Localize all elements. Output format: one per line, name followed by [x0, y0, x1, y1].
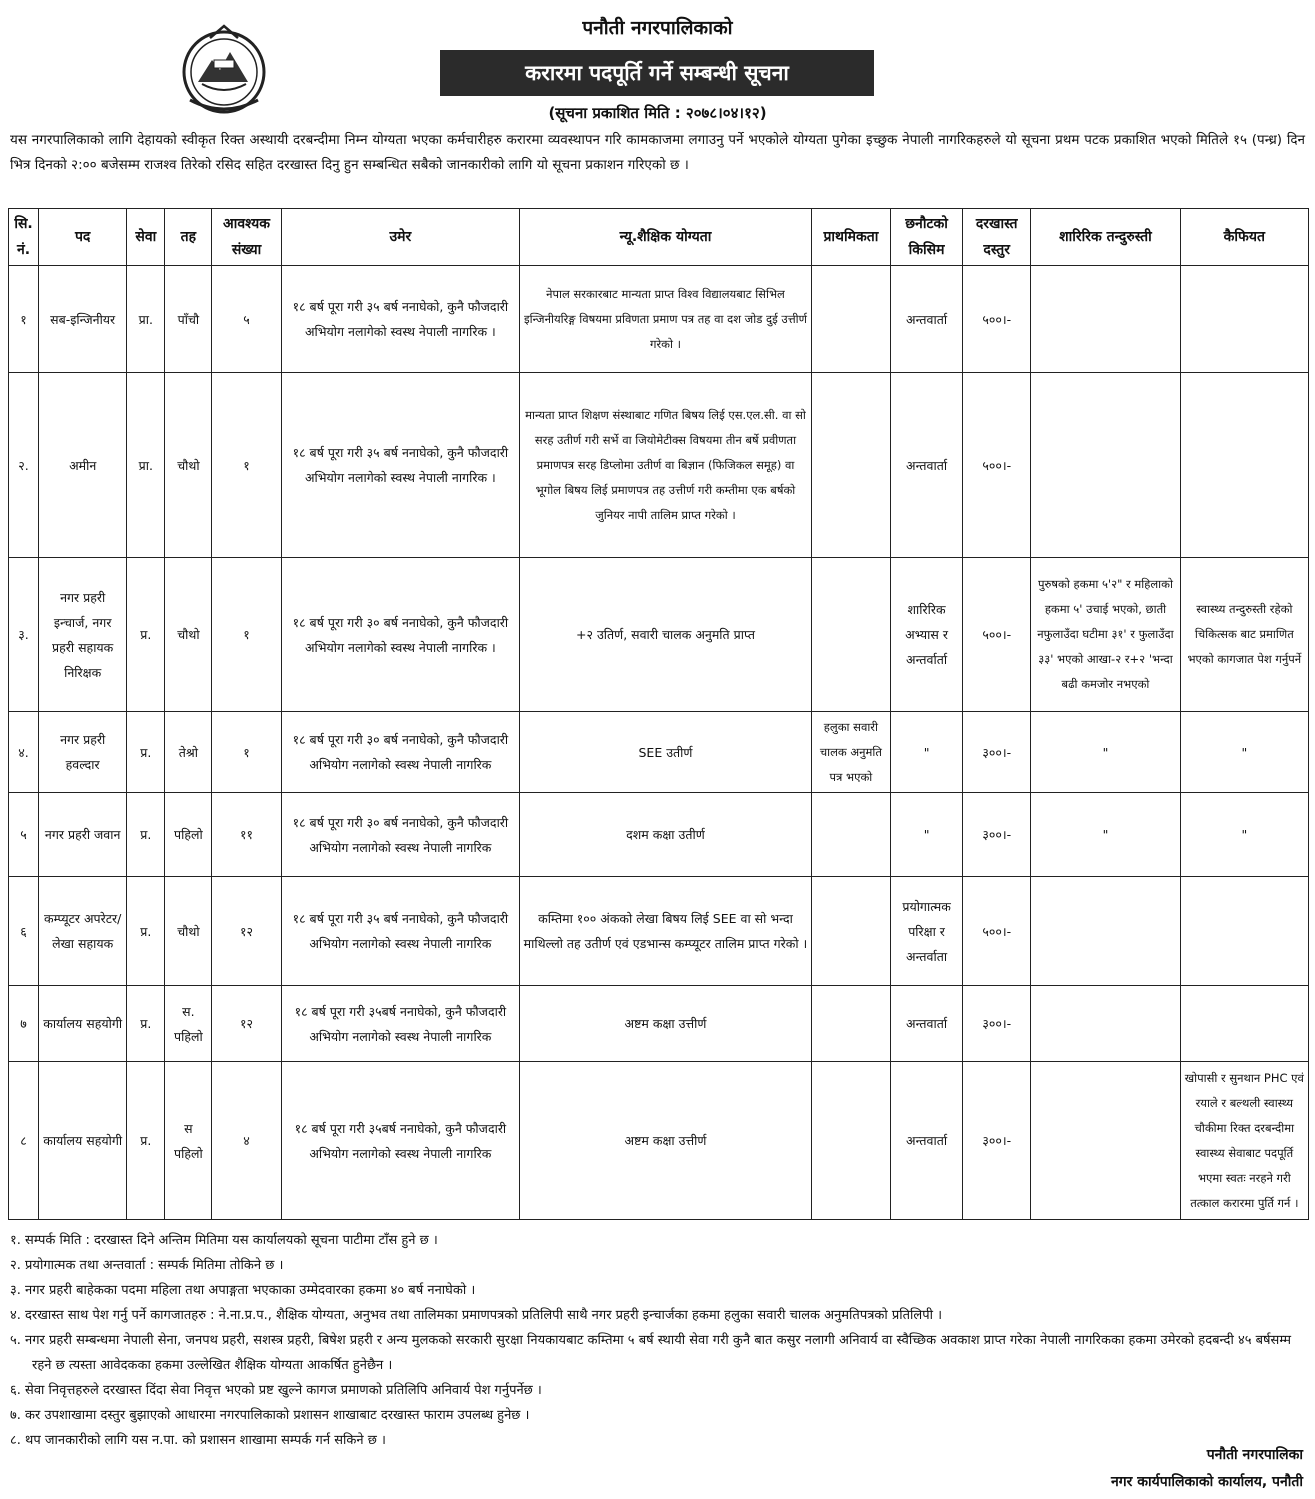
- cell-fee: ५००।-: [963, 373, 1031, 558]
- note-item: ७. कर उपशाखामा दस्तुर बुझाएको आधारमा नगरपालिकाको प्रशासन शाखाबाट दरखास्त फाराम उपलब्ध हुनेछ ।: [10, 1408, 530, 1423]
- cell-fee: ५००।-: [963, 558, 1031, 712]
- cell-fee: ३००।-: [963, 986, 1031, 1062]
- cell-selection: अन्तवार्ता: [890, 373, 962, 558]
- cell-fee: ५००।-: [963, 877, 1031, 986]
- cell-post: कार्यालय सहयोगी: [39, 1062, 127, 1220]
- issuer-name: पनौती नगरपालिका: [1206, 1447, 1303, 1463]
- header-level: तह: [165, 209, 212, 266]
- header-fitness: शारिरिक तन्दुरुस्ती: [1031, 209, 1180, 266]
- cell-qualification: SEE उतीर्ण: [520, 712, 812, 793]
- cell-age: १८ बर्ष पूरा गरी ३५ बर्ष ननाघेको, कुनै फौजदारी अभियोग नलागेको स्वस्थ नेपाली नागरिक ।: [281, 266, 520, 373]
- cell-qualification: अष्टम कक्षा उत्तीर्ण: [520, 986, 812, 1062]
- header-remarks: कैफियत: [1180, 209, 1308, 266]
- cell-selection: शारिरिक अभ्यास र अन्तर्वार्ता: [890, 558, 962, 712]
- cell-priority: [811, 373, 890, 558]
- cell-age: १८ बर्ष पूरा गरी ३० बर्ष ननाघेको, कुनै फौजदारी अभियोग नलागेको स्वस्थ नेपाली नागरिक: [281, 793, 520, 877]
- note-item: ६. सेवा निवृत्तहरुले दरखास्त दिंदा सेवा निवृत्त भएको प्रष्ट खुल्ने कागज प्रमाणको प्रतिलिपि अनिवार्य पेश गर्नुपर्नेछ ।: [10, 1383, 542, 1398]
- cell-post: नगर प्रहरी जवान: [39, 793, 127, 877]
- cell-service: प्र.: [127, 986, 165, 1062]
- cell-post: अमीन: [39, 373, 127, 558]
- cell-fitness: [1031, 877, 1180, 986]
- table-header-row: [9, 209, 1309, 266]
- table-row: [9, 558, 1309, 712]
- cell-remarks: [1180, 986, 1308, 1062]
- cell-priority: [811, 986, 890, 1062]
- cell-priority: [811, 1062, 890, 1220]
- cell-count: ११: [212, 793, 281, 877]
- cell-priority: [811, 266, 890, 373]
- cell-remarks: खोपासी र सुनथान PHC एवं रयाले र बल्थली स्वास्थ्य चौकीमा रिक्त दरबन्दीमा स्वास्थ्य सेवाबाट पदपूर्ति भएमा स्वतः नरहने गरी तत्काल करारमा पुर्ति गर्न ।: [1180, 1062, 1308, 1220]
- issuer-signature-block: [1111, 1442, 1303, 1496]
- cell-age: १८ बर्ष पूरा गरी ३५ बर्ष ननाघेको, कुनै फौजदारी अभियोग नलागेको स्वस्थ नेपाली नागरिक: [281, 877, 520, 986]
- cell-count: १: [212, 373, 281, 558]
- cell-qualification: +२ उतिर्ण, सवारी चालक अनुमति प्राप्त: [520, 558, 812, 712]
- cell-age: १८ बर्ष पूरा गरी ३५ बर्ष ननाघेको, कुनै फौजदारी अभियोग नलागेको स्वस्थ नेपाली नागरिक ।: [281, 373, 520, 558]
- cell-remarks: ": [1180, 793, 1308, 877]
- cell-fitness: [1031, 373, 1180, 558]
- cell-level: तेश्रो: [165, 712, 212, 793]
- cell-remarks: [1180, 266, 1308, 373]
- cell-priority: [811, 877, 890, 986]
- cell-fitness: पुरुषको हकमा ५'२" र महिलाको हकमा ५' उचाई भएको, छाती नफुलाउँदा घटीमा ३१' र फुलाउँदा ३३' भएको आखा-२ र+२ 'भन्दा बढी कमजोर नभएको: [1031, 558, 1180, 712]
- header-fee: दरखास्त दस्तुर: [963, 209, 1031, 266]
- note-item: ४. दरखास्त साथ पेश गर्नु पर्ने कागजातहरु : ने.ना.प्र.प., शैक्षिक योग्यता, अनुभव तथा तालिमका प्रमाणपत्रको प्रतिलिपी साथै नगर प्रहरी इन्चार्जका हकमा हलुका सवारी चालक अनुमतिपत्रको प्रतिलिपी ।: [10, 1308, 943, 1323]
- cell-selection: प्रयोगात्मक परिक्षा र अन्तर्वाता: [890, 877, 962, 986]
- notice-title: करारमा पदपूर्ति गर्ने सम्बन्धी सूचना: [440, 50, 874, 96]
- cell-remarks: ": [1180, 712, 1308, 793]
- cell-post: कार्यालय सहयोगी: [39, 986, 127, 1062]
- cell-fitness: [1031, 986, 1180, 1062]
- cell-qualification: अष्टम कक्षा उत्तीर्ण: [520, 1062, 812, 1220]
- note-item: १. सम्पर्क मिति : दरखास्त दिने अन्तिम मितिमा यस कार्यालयको सूचना पाटीमा टाँस हुने छ ।: [10, 1233, 438, 1248]
- cell-service: प्रा.: [127, 266, 165, 373]
- table-row: [9, 712, 1309, 793]
- cell-service: प्र.: [127, 877, 165, 986]
- cell-sn: ३.: [9, 558, 39, 712]
- cell-selection: अन्तवार्ता: [890, 266, 962, 373]
- cell-remarks: स्वास्थ्य तन्दुरुस्ती रहेको चिकित्सक बाट प्रमाणित भएको कागजात पेश गर्नुपर्ने: [1180, 558, 1308, 712]
- note-item: ३. नगर प्रहरी बाहेकका पदमा महिला तथा अपाङ्गता भएकाका उम्मेदवारका हकमा ४० बर्ष ननाघेको ।: [10, 1283, 476, 1298]
- cell-age: १८ बर्ष पूरा गरी ३५बर्ष ननाघेको, कुनै फौजदारी अभियोग नलागेको स्वस्थ नेपाली नागरिक: [281, 1062, 520, 1220]
- cell-count: १२: [212, 877, 281, 986]
- note-item: ५. नगर प्रहरी सम्बन्धमा नेपाली सेना, जनपथ प्रहरी, सशस्त्र प्रहरी, बिषेश प्रहरी र अन्य मुलकको सरकारी सुरक्षा नियकायबाट कम्तिमा ५ बर्ष स्थायी सेवा गरी कुनै बात कसुर नलागी अनिवार्य वा स्वैच्छिक अवकाश प्राप्त गरेका नेपाली नागरिकका हकमा उमेरको हदबन्दी ४५ बर्षसम्म रहने छ त्यस्ता आवेदकका हकमा उल्लेखित शैक्षिक योग्यता आकर्षित हुनेछैन ।: [10, 1333, 1291, 1373]
- header-selection: छनौटको किसिम: [890, 209, 962, 266]
- table-row: [9, 793, 1309, 877]
- header-post: पद: [39, 209, 127, 266]
- cell-level: पहिलो: [165, 793, 212, 877]
- cell-service: प्र.: [127, 1062, 165, 1220]
- table-row: [9, 1062, 1309, 1220]
- cell-service: प्र.: [127, 558, 165, 712]
- cell-fitness: [1031, 1062, 1180, 1220]
- cell-fitness: ": [1031, 793, 1180, 877]
- notice-header: [0, 0, 1315, 125]
- cell-post: सब-इन्जिनीयर: [39, 266, 127, 373]
- cell-age: १८ बर्ष पूरा गरी ३० बर्ष ननाघेको, कुनै फौजदारी अभियोग नलागेको स्वस्थ नेपाली नागरिक ।: [281, 558, 520, 712]
- cell-age: १८ बर्ष पूरा गरी ३५बर्ष ननाघेको, कुनै फौजदारी अभियोग नलागेको स्वस्थ नेपाली नागरिक: [281, 986, 520, 1062]
- cell-fee: ३००।-: [963, 712, 1031, 793]
- cell-post: कम्प्यूटर अपरेटर/ लेखा सहायक: [39, 877, 127, 986]
- header-age: उमेर: [281, 209, 520, 266]
- cell-qualification: दशम कक्षा उतीर्ण: [520, 793, 812, 877]
- header-sn: सि. नं.: [9, 209, 39, 266]
- cell-level: चौथो: [165, 373, 212, 558]
- cell-level: चौथो: [165, 558, 212, 712]
- cell-count: ५: [212, 266, 281, 373]
- cell-service: प्र.: [127, 793, 165, 877]
- cell-selection: ": [890, 712, 962, 793]
- cell-selection: ": [890, 793, 962, 877]
- cell-sn: १: [9, 266, 39, 373]
- cell-level: स पहिलो: [165, 1062, 212, 1220]
- cell-sn: ४.: [9, 712, 39, 793]
- header-priority: प्राथमिकता: [811, 209, 890, 266]
- cell-sn: २.: [9, 373, 39, 558]
- header-qualification: न्यू.शैक्षिक योग्यता: [520, 209, 812, 266]
- issuer-office: नगर कार्यपालिकाको कार्यालय, पनौती: [1111, 1474, 1303, 1490]
- table-row: [9, 373, 1309, 558]
- table-row: [9, 877, 1309, 986]
- cell-priority: [811, 558, 890, 712]
- cell-age: १८ बर्ष पूरा गरी ३० बर्ष ननाघेको, कुनै फौजदारी अभियोग नलागेको स्वस्थ नेपाली नागरिक: [281, 712, 520, 793]
- cell-count: १: [212, 712, 281, 793]
- cell-fee: ३००।-: [963, 793, 1031, 877]
- cell-selection: अन्तवार्ता: [890, 1062, 962, 1220]
- cell-level: पाँचौ: [165, 266, 212, 373]
- note-item: २. प्रयोगात्मक तथा अन्तवार्ता : सम्पर्क मितिमा तोकिने छ ।: [10, 1258, 284, 1273]
- cell-selection: अन्तवार्ता: [890, 986, 962, 1062]
- cell-sn: ६: [9, 877, 39, 986]
- cell-remarks: [1180, 877, 1308, 986]
- cell-fee: ५००।-: [963, 266, 1031, 373]
- cell-remarks: [1180, 373, 1308, 558]
- cell-qualification: नेपाल सरकारबाट मान्यता प्राप्त विश्व विद्यालयबाट सिभिल इन्जिनीयरिङ्ग विषयमा प्रविणता प्रमाण पत्र तह वा दश जोड दुई उत्तीर्ण गरेको ।: [520, 266, 812, 373]
- cell-fee: ३००।-: [963, 1062, 1031, 1220]
- intro-paragraph: यस नगरपालिकाको लागि देहायको स्वीकृत रिक्त अस्थायी दरबन्दीमा निम्न योग्यता भएका कर्मचारीहरु करारमा व्यवस्थापन गरि कामकाजमा लगाउनु पर्ने भएकोले योग्यता पुगेका इच्छुक नेपाली नागरिकहरुले यो सूचना प्रथम पटक प्रकाशित भएको मितिले १५ (पन्ध्र) दिन भित्र दिनको २:०० बजेसम्म राजश्व तिरेको रसिद सहित दरखास्त दिनु हुन सम्बन्धित सबैको जानकारीको लागि यो सूचना प्रकाशन गरिएको छ ।: [10, 132, 1305, 173]
- cell-priority: हलुका सवारी चालक अनुमति पत्र भएको: [811, 712, 890, 793]
- cell-post: नगर प्रहरी इन्चार्ज, नगर प्रहरी सहायक निरिक्षक: [39, 558, 127, 712]
- cell-level: स. पहिलो: [165, 986, 212, 1062]
- note-item: ८. थप जानकारीको लागि यस न.पा. को प्रशासन शाखामा सम्पर्क गर्न सकिने छ ।: [10, 1433, 386, 1448]
- cell-count: १२: [212, 986, 281, 1062]
- cell-sn: ५: [9, 793, 39, 877]
- cell-post: नगर प्रहरी हवल्दार: [39, 712, 127, 793]
- cell-fitness: [1031, 266, 1180, 373]
- cell-service: प्र.: [127, 712, 165, 793]
- org-name: पनौती नगरपालिकाको: [582, 17, 733, 39]
- header-count: आवश्यक संख्या: [212, 209, 281, 266]
- cell-fitness: ": [1031, 712, 1180, 793]
- publish-date: (सूचना प्रकाशित मिति : २०७८।०४।१२): [548, 104, 767, 122]
- cell-service: प्रा.: [127, 373, 165, 558]
- cell-qualification: कम्तिमा १०० अंकको लेखा बिषय लिई SEE वा सो भन्दा माथिल्लो तह उतीर्ण एवं एडभान्स कम्प्यूटर तालिम प्राप्त गरेको ।: [520, 877, 812, 986]
- table-row: [9, 986, 1309, 1062]
- cell-level: चौथो: [165, 877, 212, 986]
- notes-list: [10, 1228, 1310, 1453]
- cell-sn: ८: [9, 1062, 39, 1220]
- cell-count: १: [212, 558, 281, 712]
- cell-count: ४: [212, 1062, 281, 1220]
- cell-qualification: मान्यता प्राप्त शिक्षण संस्थाबाट गणित बिषय लिई एस.एल.सी. वा सो सरह उतीर्ण गरी सर्भे वा जियोमेटीक्स विषयमा तीन बर्षे प्रवीणता प्रमाणपत्र सरह डिप्लोमा उतीर्ण वा बिज्ञान (फिजिकल समूह) वा भूगोल बिषय लिई प्रमाणपत्र तह उत्तीर्ण गरी कम्तीमा एक बर्षको जुनियर नापी तालिम प्राप्त गरेको ।: [520, 373, 812, 558]
- cell-priority: [811, 793, 890, 877]
- vacancy-table: [8, 208, 1309, 1220]
- cell-sn: ७: [9, 986, 39, 1062]
- header-service: सेवा: [127, 209, 165, 266]
- table-row: [9, 266, 1309, 373]
